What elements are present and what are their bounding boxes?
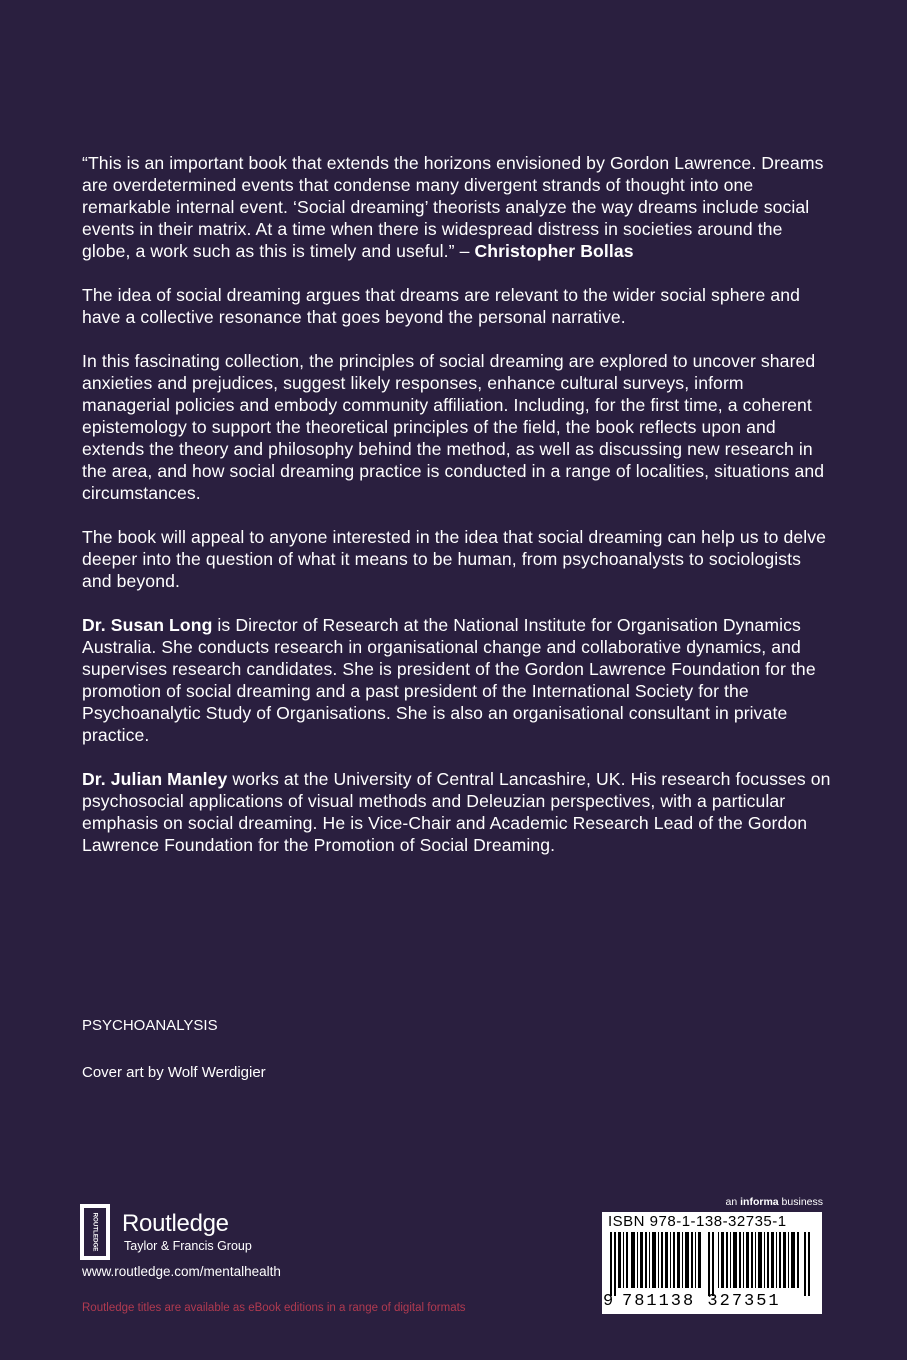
author-name-2: Dr. Julian Manley [82,769,228,789]
informa-business-label: an informa business [725,1196,823,1208]
description-paragraph-2: In this fascinating collection, the principles of social dreaming are explored to uncover shared anxieties and prejudices, suggest likely responses, enhance cultural surveys, inform managerial policies and embody community affiliation. Including, for the first time, a coherent epistemology to support the theoretical principles of the field, the book reflects upon and extends the theory and philosophy behind the method, as well as discussing new research in the area, and how social dreaming practice is conducted in a range of localities, situations and circumstances. [82,351,825,503]
routledge-mark-icon [80,1204,110,1260]
cover-art-credit: Cover art by Wolf Werdigier [82,1064,266,1081]
subject-category: PSYCHOANALYSIS [82,1017,218,1034]
description-paragraph-1: The idea of social dreaming argues that dreams are relevant to the wider social sphere and have a collective resonance that goes beyond the personal narrative. [82,285,801,327]
ebook-note: Routledge titles are available as eBook editions in a range of digital formats [82,1302,466,1314]
back-cover-text [82,152,832,878]
quote-author: Christopher Bollas [474,241,634,261]
publisher-group: Taylor & Francis Group [124,1239,252,1253]
author-name-1: Dr. Susan Long [82,615,213,635]
publisher-url[interactable]: www.routledge.com/mentalhealth [82,1264,281,1279]
author-bio-2: Dr. Julian Manley works at the University of Central Lancashire, UK. His research focusses on psychosocial applications of visual methods and Deleuzian perspectives, with a particular emphasis on social dreaming. He is Vice-Chair and Academic Research Lead of the Gordon Lawrence Foundation for the Promotion of Social Dreaming. [82,769,831,855]
isbn-barcode: ISBN 978-1-138-32735-1 9 781138 327351 [602,1212,822,1314]
routledge-mark-text: ROUTLEDGE [91,1212,99,1252]
publisher-name: Routledge [122,1210,229,1237]
routledge-logo [80,1204,280,1262]
description-paragraph-3: The book will appeal to anyone interested in the idea that social dreaming can help us to delve deeper into the question of what it means to be human, from psychoanalysts to sociologists and beyond. [82,527,827,591]
author-bio-1: Dr. Susan Long is Director of Research at the National Institute for Organisation Dynamics Australia. She conducts research in organisational change and collaborative dynamics, and supervises research candidates. She is president of the Gordon Lawrence Foundation for the promotion of social dreaming and a past president of the International Society for the Psychoanalytic Study of Organisations. She is also an organisational consultant in private practice. [82,615,816,745]
endorsement-quote: “This is an important book that extends the horizons envisioned by Gordon Lawrence. Dreams are overdetermined events that condense many divergent strands of thought into one remarkable internal event. ‘Social dreaming’ theorists analyze the way dreams include social events in their matrix. At a time when there is widespread distress in societies around the globe, a work such as this is timely and useful.” – Christopher Bollas [82,153,824,261]
isbn-label: ISBN 978-1-138-32735-1 [608,1213,787,1230]
barcode-bars [608,1232,814,1296]
